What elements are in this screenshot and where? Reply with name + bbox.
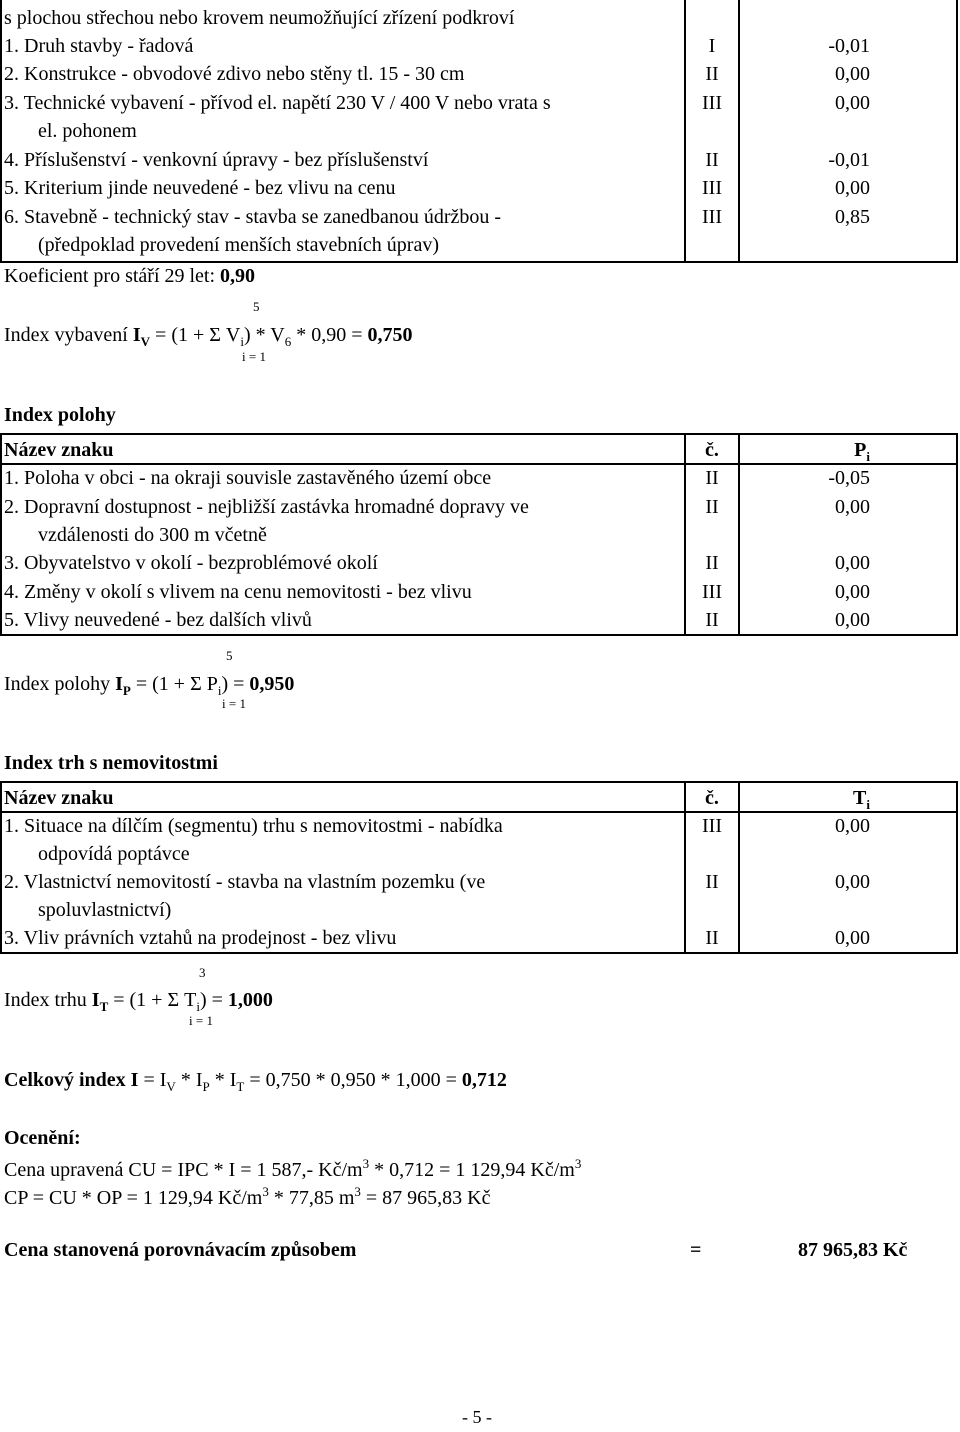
vybaveni-row-2-class: II [705, 63, 719, 85]
polohy-row-3-value: 0,00 [835, 552, 870, 574]
polohy-row-2-class: II [705, 496, 719, 518]
koeficient-value: 0,90 [220, 265, 256, 287]
index-trhu-heading: Index trh s nemovitostmi [4, 752, 218, 774]
polohy-row-5-class: II [705, 609, 719, 631]
polohy-sum-top: 5 [226, 648, 233, 663]
vybaveni-row-6-value: 0,85 [835, 206, 870, 228]
vybaveni-row-2-label: 2. Konstrukce - obvodové zdivo nebo stěny tl. 15 - 30 cm [4, 63, 465, 85]
vybaveni-sum-top: 5 [253, 299, 260, 314]
polohy-row-2-value: 0,00 [835, 496, 870, 518]
vybaveni-row-3-class: III [702, 92, 722, 114]
index-polohy-formula: Index polohy $I_P = (1 + \Sigma$ $P_i) = 0,950$ [4, 673, 295, 698]
trhu-row-3-class: II [705, 927, 719, 949]
vybaveni-row-0-label: s plochou střechou nebo krovem neumožňující zřízení podkroví [4, 7, 515, 29]
polohy-row-4-label: 4. Změny v okolí s vlivem na cenu nemovitosti - bez vlivu [4, 581, 472, 603]
trhu-sum-top: 3 [199, 965, 206, 980]
polohy-row-2-label2: vzdálenosti do 300 m včetně [38, 524, 267, 546]
celkovy-index-line: Celkový index $I = I_V * I_P * I_T = 0,750 * 0,950 * 1,000 = 0,712$ [4, 1069, 507, 1094]
koeficient-line: Koeficient pro stáří 29 let: 0,90 [4, 265, 256, 287]
final-eq: = [690, 1239, 702, 1261]
polohy-row-1-class: II [705, 467, 719, 489]
vybaveni-row-6-label2: (předpoklad provedení menších stavebních úprav) [38, 234, 439, 256]
oceneni-heading: Ocenění: [4, 1127, 81, 1149]
polohy-row-2-label: 2. Dopravní dostupnost - nejbližší zastávka hromadné dopravy ve [4, 496, 529, 518]
index-polohy-result: 0,950 [249, 673, 295, 695]
vybaveni-row-4-class: II [705, 149, 719, 171]
vybaveni-row-2-value: 0,00 [835, 63, 870, 85]
trhu-row-2-class: II [705, 871, 719, 893]
polohy-row-5-value: 0,00 [835, 609, 870, 631]
vybaveni-row-3-label: 3. Technické vybavení - přívod el. napětí 230 V / 400 V nebo vrata s [4, 92, 551, 114]
vybaveni-row-5-value: 0,00 [835, 177, 870, 199]
polohy-row-3-class: II [705, 552, 719, 574]
vybaveni-row-6-label: 6. Stavebně - technický stav - stavba se zanedbanou údržbou - [4, 206, 502, 228]
polohy-col-name: Název znaku [4, 439, 114, 461]
trhu-row-2-label2: spoluvlastnictví) [38, 899, 172, 921]
polohy-col-p: $P_i$ [854, 439, 870, 464]
trhu-row-1-label2: odpovídá poptávce [38, 843, 190, 865]
polohy-col-c: č. [705, 439, 719, 461]
vybaveni-sum-bottom: i = 1 [242, 349, 266, 364]
trhu-row-1-label: 1. Situace na dílčím (segmentu) trhu s nemovitostmi - nabídka [4, 815, 503, 837]
trhu-row-2-value: 0,00 [835, 871, 870, 893]
trhu-row-1-class: III [702, 815, 722, 837]
final-label: Cena stanovená porovnávacím způsobem [4, 1239, 357, 1261]
trhu-sum-bottom: i = 1 [189, 1013, 213, 1028]
index-trhu-result: 1,000 [227, 989, 273, 1011]
vybaveni-row-1-value: -0,01 [828, 35, 870, 57]
trhu-col-c: č. [705, 787, 719, 809]
vybaveni-row-1-class: I [708, 35, 716, 57]
polohy-row-3-label: 3. Obyvatelstvo v okolí - bezproblémové okolí [4, 552, 378, 574]
vybaveni-row-3-label2: el. pohonem [38, 120, 137, 142]
trhu-row-2-label: 2. Vlastnictví nemovitostí - stavba na vlastním pozemku (ve [4, 871, 486, 893]
trhu-col-t: $T_i$ [853, 787, 870, 812]
polohy-sum-bottom: i = 1 [222, 696, 246, 711]
index-vybaveni-formula: Index vybavení $I_V = (1 + \Sigma$ $V_i) * V_6 * 0,90 = 0,750$ [4, 324, 413, 349]
celkovy-index-result: 0,712 [461, 1069, 507, 1091]
trhu-row-3-label: 3. Vliv právních vztahů na prodejnost - bez vlivu [4, 927, 397, 949]
polohy-row-4-class: III [702, 581, 722, 603]
trhu-col-name: Název znaku [4, 787, 114, 809]
vybaveni-row-1-label: 1. Druh stavby - řadová [4, 35, 194, 57]
polohy-row-1-value: -0,05 [828, 467, 870, 489]
polohy-row-1-label: 1. Poloha v obci - na okraji souvisle zastavěného území obce [4, 467, 492, 489]
index-trhu-formula: Index trhu $I_T = (1 + \Sigma$ $T_i) = 1,000$ [4, 989, 273, 1014]
oceneni-line-2: CP = CU * OP = 1 129,94 $Kč/m^3 * 77,85$ $m^3 = 87$ 965,83 Kč [4, 1184, 491, 1209]
vybaveni-row-3-value: 0,00 [835, 92, 870, 114]
trhu-row-1-value: 0,00 [835, 815, 870, 837]
trhu-row-3-value: 0,00 [835, 927, 870, 949]
index-polohy-heading: Index polohy [4, 404, 116, 426]
polohy-row-4-value: 0,00 [835, 581, 870, 603]
vybaveni-row-6-class: III [702, 206, 722, 228]
final-value: 87 965,83 Kč [798, 1239, 908, 1261]
oceneni-line-1: Cena upravená CU = IPC * I = 1 587,- $Kč/m^3 * 0,712 = 1$ 129,94 $Kč/m^3$ [4, 1156, 582, 1181]
vybaveni-row-4-label: 4. Příslušenství - venkovní úpravy - bez příslušenství [4, 149, 429, 171]
polohy-row-5-label: 5. Vlivy neuvedené - bez dalších vlivů [4, 609, 312, 631]
page-number: - 5 - [462, 1407, 492, 1427]
vybaveni-row-4-value: -0,01 [828, 149, 870, 171]
vybaveni-row-5-label: 5. Kriterium jinde neuvedené - bez vlivu na cenu [4, 177, 396, 199]
index-vybaveni-result: 0,750 [367, 324, 413, 346]
vybaveni-row-5-class: III [702, 177, 722, 199]
